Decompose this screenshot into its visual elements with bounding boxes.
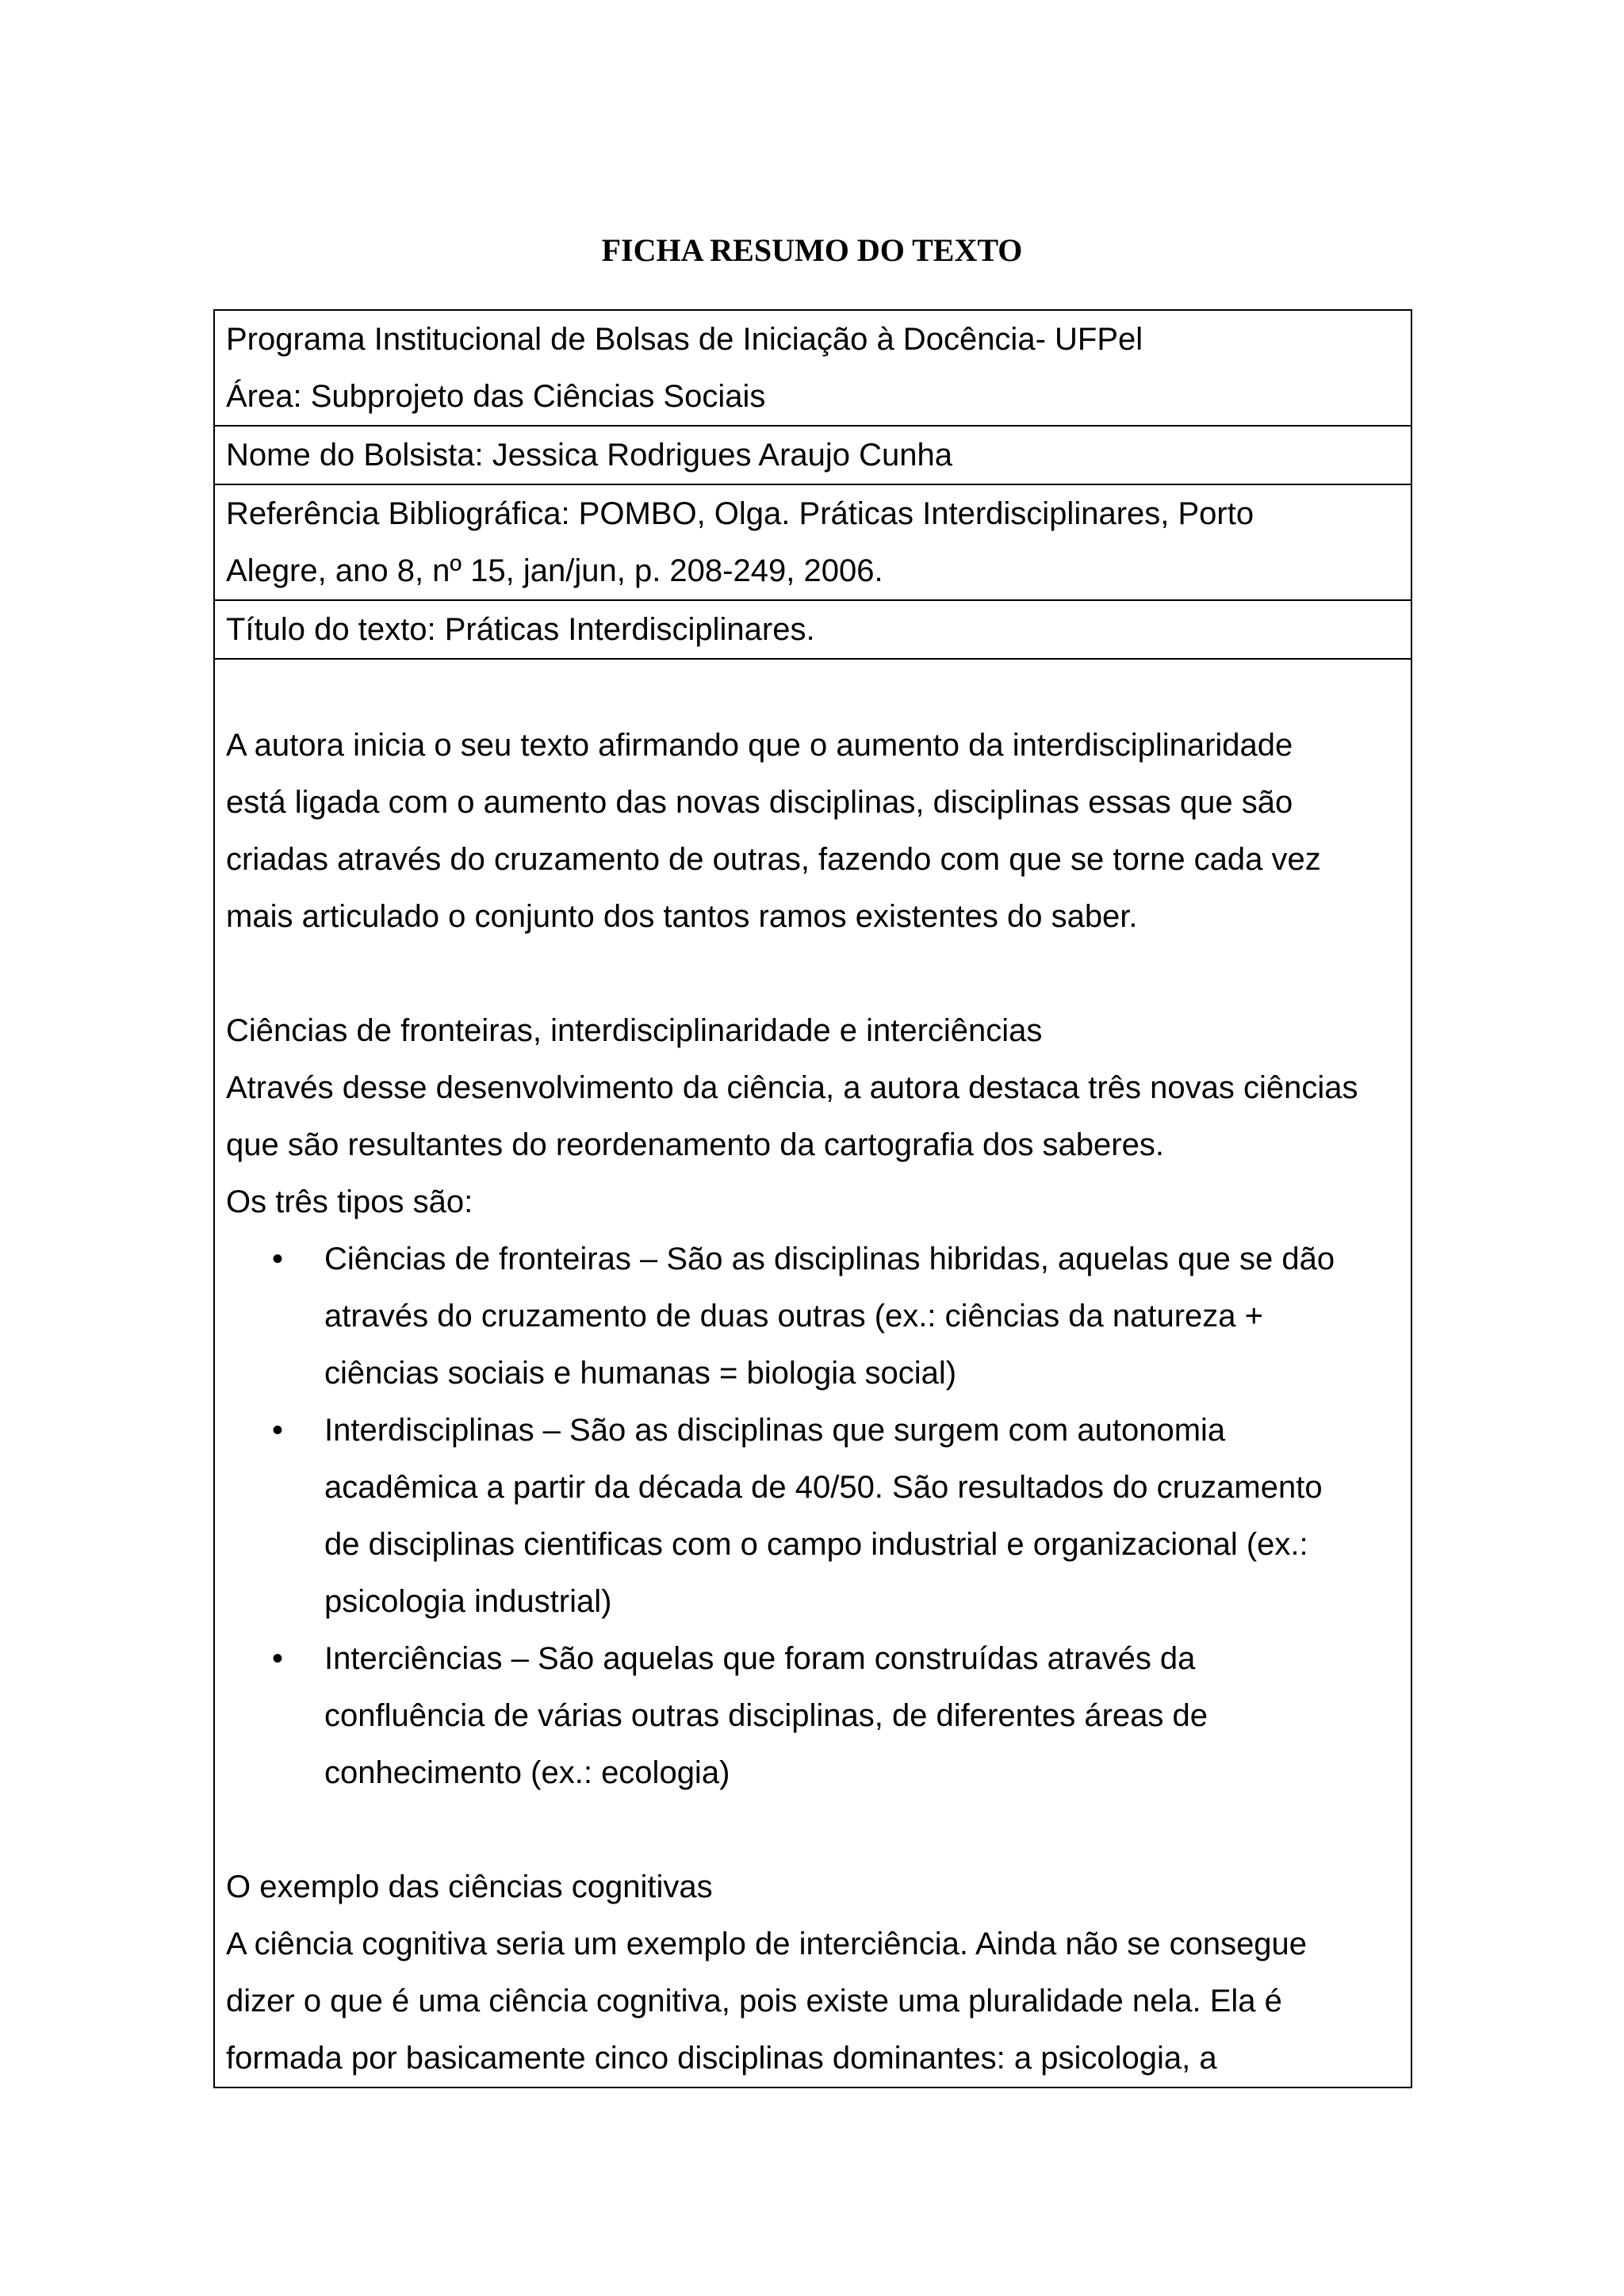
spacer — [226, 1801, 1400, 1858]
spacer — [226, 945, 1400, 1002]
intro-paragraph — [226, 717, 1400, 945]
reference-line-1: Referência Bibliográfica: POMBO, Olga. Práticas Interdisciplinares, Porto — [226, 496, 1254, 531]
table-row-bolsista — [214, 426, 1411, 484]
list-item-line: • Interdisciplinas – São as disciplinas que surgem com autonomia — [324, 1413, 1226, 1448]
section-text-line: formada por basicamente cinco disciplinas dominantes: a psicologia, a — [226, 2041, 1217, 2076]
list-item-interciencias — [324, 1630, 1400, 1801]
types-list — [226, 1230, 1400, 1801]
list-item-line: através do cruzamento de duas outras (ex.: ciências da natureza + — [324, 1299, 1264, 1334]
table-row-body — [214, 659, 1411, 2087]
section-text-line: que são resultantes do reordenamento da cartografia dos saberes. — [226, 1127, 1164, 1162]
intro-line: mais articulado o conjunto dos tantos ramos existentes do saber. — [226, 899, 1138, 934]
program-name: Programa Institucional de Bolsas de Iniciação à Docência- UFPel — [226, 322, 1143, 357]
list-item-line: de disciplinas cientificas com o campo industrial e organizacional (ex.: — [324, 1527, 1308, 1562]
section-text-line: dizer o que é uma ciência cognitiva, pois existe uma pluralidade nela. Ela é — [226, 1984, 1282, 2019]
list-item-line: ciências sociais e humanas = biologia social) — [324, 1356, 957, 1391]
table-row-title — [214, 600, 1411, 659]
list-item-line: • Ciências de fronteiras – São as disciplinas hibridas, aquelas que se dão — [324, 1242, 1335, 1276]
text-title: Título do texto: Práticas Interdisciplinares. — [226, 612, 815, 647]
area-field: Área: Subprojeto das Ciências Sociais — [226, 379, 766, 414]
list-item-line: • Interciências – São aquelas que foram construídas através da — [324, 1641, 1196, 1676]
table-row-program — [214, 310, 1411, 426]
section-text-line: A ciência cognitiva seria um exemplo de interciência. Ainda não se consegue — [226, 1927, 1308, 1961]
list-item-line: confluência de várias outras disciplinas, de diferentes áreas de — [324, 1698, 1208, 1733]
intro-line: A autora inicia o seu texto afirmando que o aumento da interdisciplinaridade — [226, 728, 1293, 763]
list-item-line: conhecimento (ex.: ecologia) — [324, 1755, 730, 1790]
page-title: FICHA RESUMO DO TEXTO — [601, 232, 1023, 268]
intro-line: criadas através do cruzamento de outras, fazendo com que se torne cada vez — [226, 842, 1321, 877]
list-item-line: acadêmica a partir da década de 40/50. São resultados do cruzamento — [324, 1470, 1323, 1505]
reference-cell — [214, 484, 1411, 600]
summary-table — [213, 309, 1412, 2088]
list-item-interdisciplinas — [324, 1402, 1400, 1630]
summary-body-cell — [214, 659, 1411, 2087]
bolsista-cell — [214, 426, 1411, 484]
types-intro: Os três tipos são: — [226, 1184, 473, 1219]
section-heading-cognitivas: O exemplo das ciências cognitivas — [226, 1869, 713, 1904]
program-cell — [214, 310, 1411, 426]
list-item-fronteiras — [324, 1230, 1400, 1402]
section-text-line: Através desse desenvolvimento da ciência, a autora destaca três novas ciências — [226, 1070, 1358, 1105]
intro-line: está ligada com o aumento das novas disciplinas, disciplinas essas que são — [226, 785, 1293, 820]
table-row-reference — [214, 484, 1411, 600]
spacer — [226, 660, 1400, 717]
bolsista-name: Nome do Bolsista: Jessica Rodrigues Araujo Cunha — [226, 438, 953, 473]
reference-line-2: Alegre, ano 8, nº 15, jan/jun, p. 208-249, 2006. — [226, 553, 883, 588]
list-item-line: psicologia industrial) — [324, 1584, 612, 1619]
section-heading-fronteiras: Ciências de fronteiras, interdisciplinaridade e interciências — [226, 1013, 1043, 1048]
title-cell — [214, 600, 1411, 659]
